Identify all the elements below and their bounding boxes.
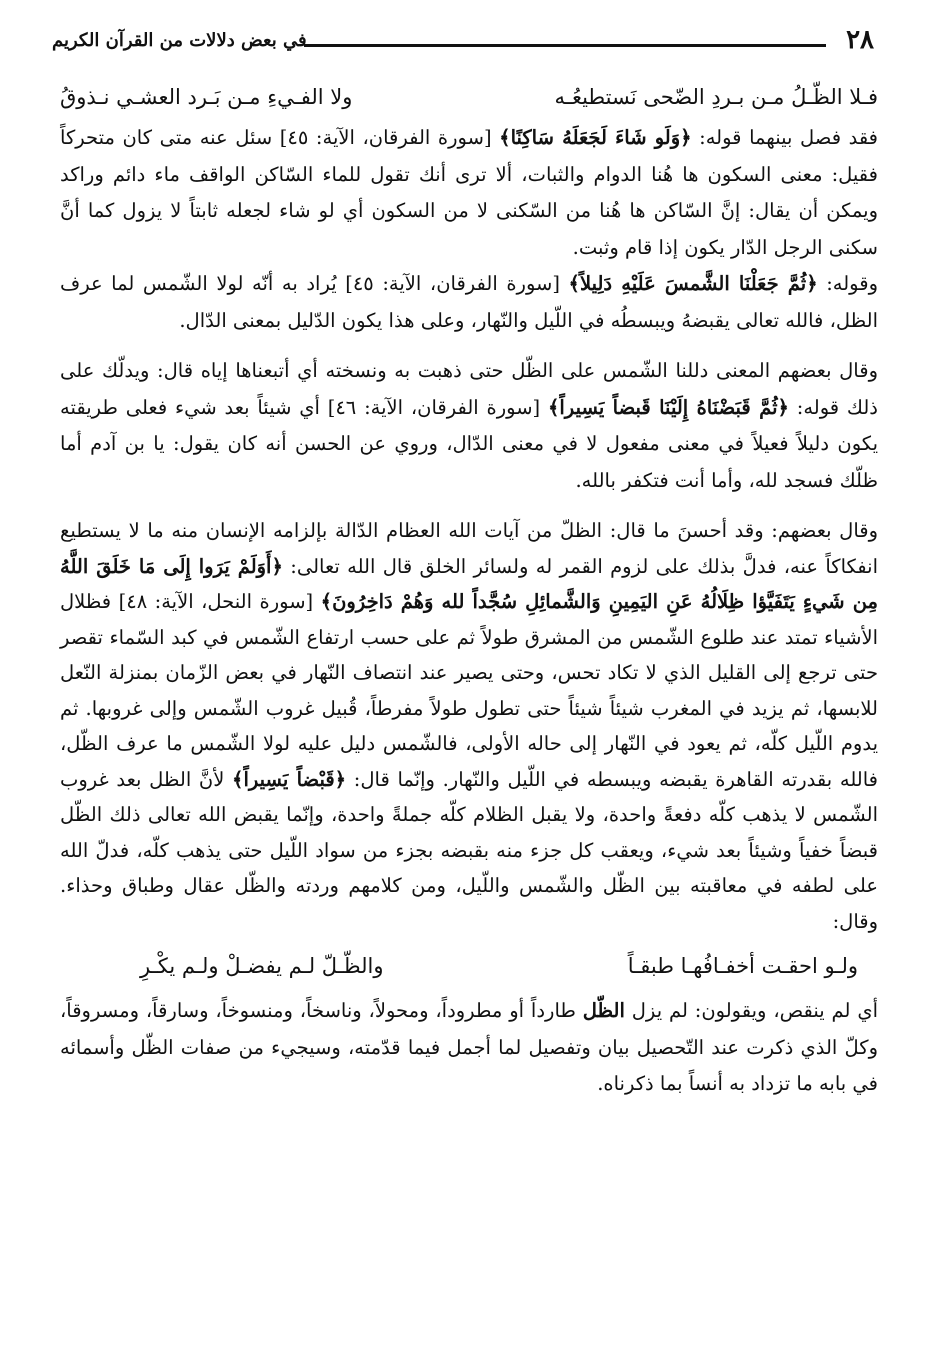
running-title: في بعض دلالات من القرآن الكريم — [52, 30, 307, 51]
paragraph-text: فقد فصل بينهما قوله: — [691, 126, 879, 149]
page-number: ٢٨ — [846, 25, 874, 55]
paragraph-text: [سورة الفرقان، الآية: ٤٥] يُراد به أنّه لولا الشّمس لما عرف الظل، فالله تعالى يقبضهُ ويبسطُه في اللّيل والنّهار، وعلى هذا يكون الدّليل بمعنى الدّال. — [60, 272, 878, 332]
page-body — [60, 80, 878, 1103]
paragraph-text: [سورة الفرقان، الآية: ٤٦] أي شيئاً بعد شيء فعلى طريقته يكون دليلاً فعيلاً في معنى مفعول لا في معنى الدّال، وروي عن الحسن أنه كان يقول: يا بن آدم أما ظلّك فسجد لله، وأما أنت فتكفر بالله. — [60, 395, 878, 492]
paragraph — [60, 353, 878, 499]
paragraph-text: وقال بعضهم: وقد أحسنَ ما قال: الظلّ من آيات الله العظام الدّالة بإلزامه الإنسان منه ما لا يستطيع انفكاكاً عنه، فدلَّ بذلك على لزوم القمر له ولسائر الخلق قال الله تعالى: — [60, 519, 878, 578]
poem-hemistich-right: فـلا الظّـلُ مـن بـردِ الضّحى نَستطيعُـه — [554, 85, 878, 109]
paragraph-text: [سورة الفرقان، الآية: ٤٥] سئل عنه متى كان متحركاً فقيل: معنى السكون ها هُنا الدوام والثبات، ألا ترى أنك تقول للماء السّاكن الواقف ماء دائم وراكد ويمكن أن يقال: إنَّ السّاكن ها هُنا من السّكنى لا من السكون أي لو شاء لجعله ثابتاً لا يزول كما أنَّ سكنى الرجل الدّار يكون إذا قام وثبت. — [60, 126, 878, 259]
paragraph-text: طارداً أو مطروداً، ومحولاً، وناسخاً، ومنسوخاً، وسارقاً، ومسروقاً، وكلّ الذي ذكرت عند التّحصيل بيان وتفصيل لما أجمل فيما قدّمته، وسيجيء من صفات الظّل وأسمائه في بابه ما تزداد به أنساً بما ذكرناه. — [60, 999, 878, 1095]
poem-hemistich-left: ولا الفـيءِ مـن بَـرد العشـي نـذوقُ — [60, 85, 353, 109]
quran-quote: ﴿ثُمَّ قَبَضْنَاهُ إِلَيْنَا قَبضاً يَسِيراً﴾ — [547, 395, 789, 419]
paragraph-text: وقوله: — [817, 272, 878, 295]
paragraph — [60, 266, 878, 339]
poem-verse — [60, 80, 878, 114]
poem-hemistich-right: ولـو احقـت أخفـافُهـا طبقـاً — [627, 954, 858, 978]
paragraph-text: أي لم ينقص، ويقولون: لم يزل — [624, 999, 878, 1022]
paragraph — [60, 120, 878, 266]
header-rule — [304, 44, 826, 47]
running-header — [52, 22, 874, 62]
poem-hemistich-left: والظّـلّ لـم يفضـلْ ولـم يكْـرِ — [140, 954, 384, 978]
closing-paragraph — [60, 993, 878, 1103]
emphasized-word: الظّل — [582, 999, 625, 1022]
paragraph-text: لأنَّ الظل بعد غروب الشّمس لا يذهب كلّه دفعةً واحدة، ولا يقبل الظلام كلّه جملةً واحدة، وإنّما يقبض الله تعالى ذلك الظّل قبضاً خفياً وشيئاً بعد شيء، ويعقب كل جزء منه بقبضه بجزء من سواد اللّيل حتى يذهب كلّه، فدلّ الله على لطفه في معاقبته بين الظّل والشّمس واللّيل، ومن كلامهم وردته والظّل عقال وطباق وحذاء. وقال: — [60, 767, 878, 933]
paragraph-text: وقال بعضهم المعنى دللنا الشّمس على الظّل حتى ذهبت به ونسخته أي أتبعناها إياه قال: ويدلّك على ذلك قوله: — [60, 359, 878, 419]
quran-quote: ﴿ثُمَّ جَعَلْنَا الشَّمسَ عَلَيْهِ دَلِيلاً﴾ — [568, 272, 818, 295]
paragraph-text: [سورة النحل، الآية: ٤٨] فظلال الأشياء تمتد عند طلوع الشّمس من المشرق طولاً ثم على حسب ارتفاع الشّمس في كبد السّماء تقصر حتى ترجع إلى القليل الذي لا تكاد تحس، وحتى يصير عند انتصاف النّهار في بعض الزّمان بمنزلة النّعل للابسها، ثم يزيد في المغرب شيئاً شيئاً حتى تطول طولاً مفرطاً، قُبيل غروب الشّمس وإلى غروبها. ثم يدوم اللّيل كلّه، ثم يعود في النّهار إلى حاله الأولى، فالشّمس دليل عليه لولا الشّمس ما عرف الظّل، فالله بقدرته القاهرة يقبضه ويبسطه في اللّيل والنّهار. وإنّما قال: — [60, 590, 878, 791]
quran-quote: ﴿أَوَلَمْ يَرَوا إِلَى مَا خَلَقَ اللَّهُ مِن شَيءٍ يَتَفَيَّؤا ظِلَالُهُ عَنِ اليَمِينِ وَالشَّمائِلِ سُجَّداً لله وَهُمْ دَاخِرُونَ﴾ — [60, 554, 878, 613]
poem-verse — [60, 949, 878, 983]
quran-quote: ﴿وَلَو شَاءَ لَجَعَلَهُ سَاكِنًا﴾ — [499, 126, 692, 149]
quran-quote: ﴿قَبْضاً يَسِيراً﴾ — [232, 767, 347, 791]
paragraph — [60, 513, 878, 939]
